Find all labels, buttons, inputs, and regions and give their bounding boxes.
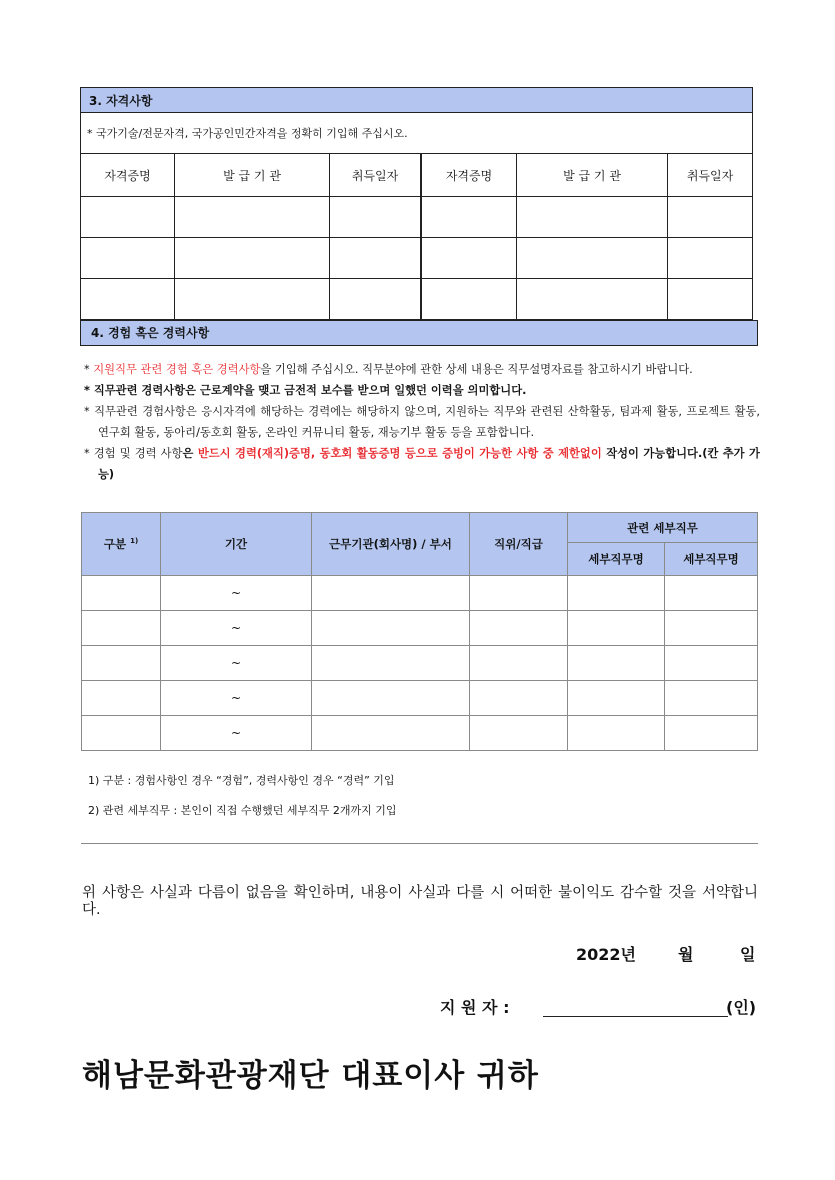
signature-row [440, 995, 758, 1019]
footnote-1: 1) 구분 : 경험사항인 경우 “경험”, 경력사항인 경우 “경력” 기입 [88, 774, 395, 787]
instruction-list [84, 359, 760, 485]
section4-title: 4. 경험 혹은 경력사항 [80, 320, 758, 346]
list-item: * 경험 및 경력 사항은 반드시 경력(재직)증명, 동호회 활동증명 등으로 증빙이 가능한 사항 중 제한없이 작성이 가능합니다.(칸 추가 가능) [84, 447, 760, 481]
col-sub-duty-1: 세부직무명 [568, 543, 665, 576]
table-row: ~ [82, 681, 758, 716]
table-row [81, 279, 753, 320]
table-row: ~ [82, 646, 758, 681]
table-row [81, 238, 753, 279]
section3-title: 3. 자격사항 [81, 88, 753, 113]
table-row [81, 197, 753, 238]
col-issuer: 발 급 기 관 [517, 154, 668, 197]
addressee-title: 해남문화관광재단 대표이사 귀하 [82, 1058, 539, 1094]
col-position: 직위/직급 [470, 513, 568, 576]
divider [81, 843, 758, 844]
list-item: * 직무관련 경력사항은 근로계약을 맺고 금전적 보수를 받으며 일했던 이력을 의미합니다. [84, 384, 527, 397]
table-row: ~ [82, 576, 758, 611]
signature-line[interactable] [543, 1016, 728, 1017]
col-sub-duty-2: 세부직무명 [665, 543, 758, 576]
col-related-duty: 관련 세부직무 [568, 513, 758, 543]
section3-note: * 국가기술/전문자격, 국가공인민간자격을 정확히 기입해 주십시오. [81, 113, 753, 154]
date-year: 2022년 [576, 945, 636, 964]
footnote-2: 2) 관련 세부직무 : 본인이 직접 수행했던 세부직무 2개까지 기입 [88, 804, 397, 817]
col-acquired-date: 취득일자 [668, 154, 753, 197]
applicant-label: 지 원 자 : [440, 998, 510, 1017]
date-day: 일 [740, 945, 756, 964]
date-month: 월 [678, 945, 694, 964]
col-period: 기간 [161, 513, 312, 576]
table-row: ~ [82, 611, 758, 646]
experience-table [81, 512, 758, 751]
col-cert-name: 자격증명 [81, 154, 175, 197]
pledge-text: 위 사항은 사실과 다름이 없음을 확인하며, 내용이 사실과 다를 시 어떠한 불이익도 감수할 것을 서약합니다. [82, 885, 758, 918]
col-cert-name: 자격증명 [421, 154, 517, 197]
qualification-table [80, 87, 753, 320]
list-item: * 지원직무 관련 경험 혹은 경력사항을 기입해 주십시오. 직무분야에 관한 상세 내용은 직무설명자료를 참고하시기 바랍니다. [84, 363, 693, 376]
col-organization: 근무기관(회사명) / 부서 [312, 513, 470, 576]
col-issuer: 발 급 기 관 [175, 154, 330, 197]
col-acquired-date: 취득일자 [330, 154, 422, 197]
table-row: ~ [82, 716, 758, 751]
col-gubun: 구분 $^{1)}$ [82, 513, 161, 576]
list-item: * 직무관련 경험사항은 응시자격에 해당하는 경력에는 해당하지 않으며, 지원하는 직무와 관련된 산학활동, 팀과제 활동, 프로젝트 활동, 연구회 활동, 동아리/동호회 활동, 온라인 커뮤니티 활동, 재능기부 활동 등을 포함합니다. [84, 405, 760, 439]
seal-mark: (인) [726, 998, 757, 1017]
